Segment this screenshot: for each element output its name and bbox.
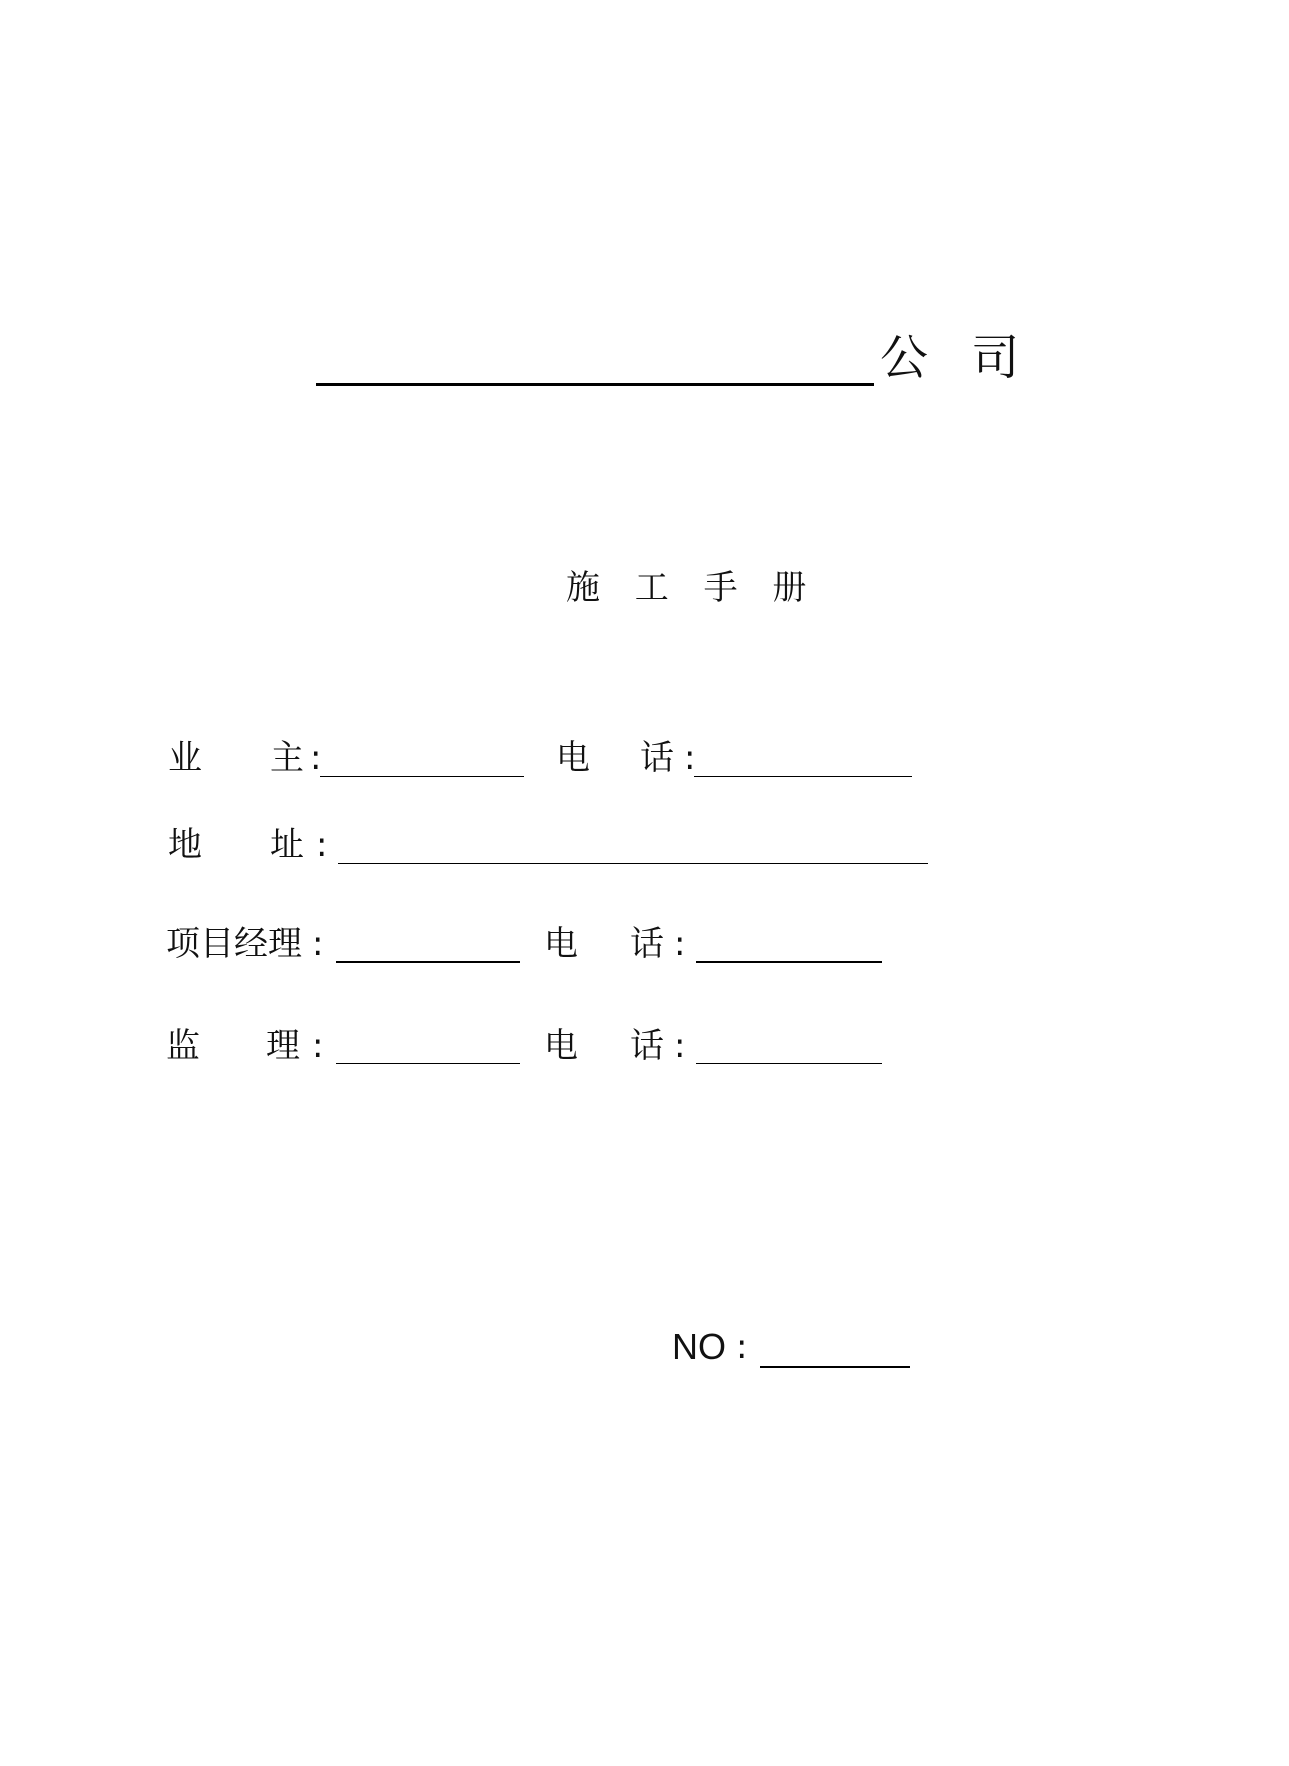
owner-phone-label-char-2: 话: [640, 738, 674, 778]
project-manager-field[interactable]: [336, 961, 520, 963]
owner-label-char-1: 业: [168, 738, 202, 778]
supervisor-colon: :: [312, 1026, 324, 1066]
owner-phone-label-char-1: 电: [556, 738, 590, 778]
pm-phone-colon: :: [674, 924, 686, 964]
project-manager-label: 项目经理: [166, 924, 302, 964]
manual-title: 施 工 手 册: [566, 568, 819, 608]
owner-colon: :: [310, 738, 322, 778]
supervisor-phone-label-char-2: 话: [630, 1026, 664, 1066]
address-field[interactable]: [338, 863, 928, 864]
project-manager-colon: :: [312, 924, 324, 964]
address-label-char-1: 地: [168, 825, 202, 865]
owner-phone-field[interactable]: [694, 776, 912, 777]
number-label: NO: [672, 1326, 726, 1367]
pm-phone-field[interactable]: [696, 961, 882, 963]
number-field[interactable]: [760, 1366, 910, 1368]
owner-field[interactable]: [320, 776, 524, 777]
supervisor-label-char-1: 监: [166, 1026, 200, 1066]
supervisor-phone-label-char-1: 电: [544, 1026, 578, 1066]
address-colon: :: [316, 825, 328, 865]
pm-phone-label-char-2: 话: [630, 924, 664, 964]
supervisor-phone-colon: :: [674, 1026, 686, 1066]
owner-phone-colon: :: [684, 738, 696, 778]
company-name-blank[interactable]: [316, 383, 874, 386]
company-suffix: 公 司: [880, 330, 1034, 386]
supervisor-field[interactable]: [336, 1063, 520, 1064]
number-colon: :: [736, 1327, 748, 1367]
supervisor-phone-field[interactable]: [696, 1063, 882, 1064]
address-label-char-2: 址: [270, 825, 304, 865]
pm-phone-label-char-1: 电: [544, 924, 578, 964]
supervisor-label-char-2: 理: [266, 1026, 300, 1066]
owner-label-char-2: 主: [270, 738, 304, 778]
